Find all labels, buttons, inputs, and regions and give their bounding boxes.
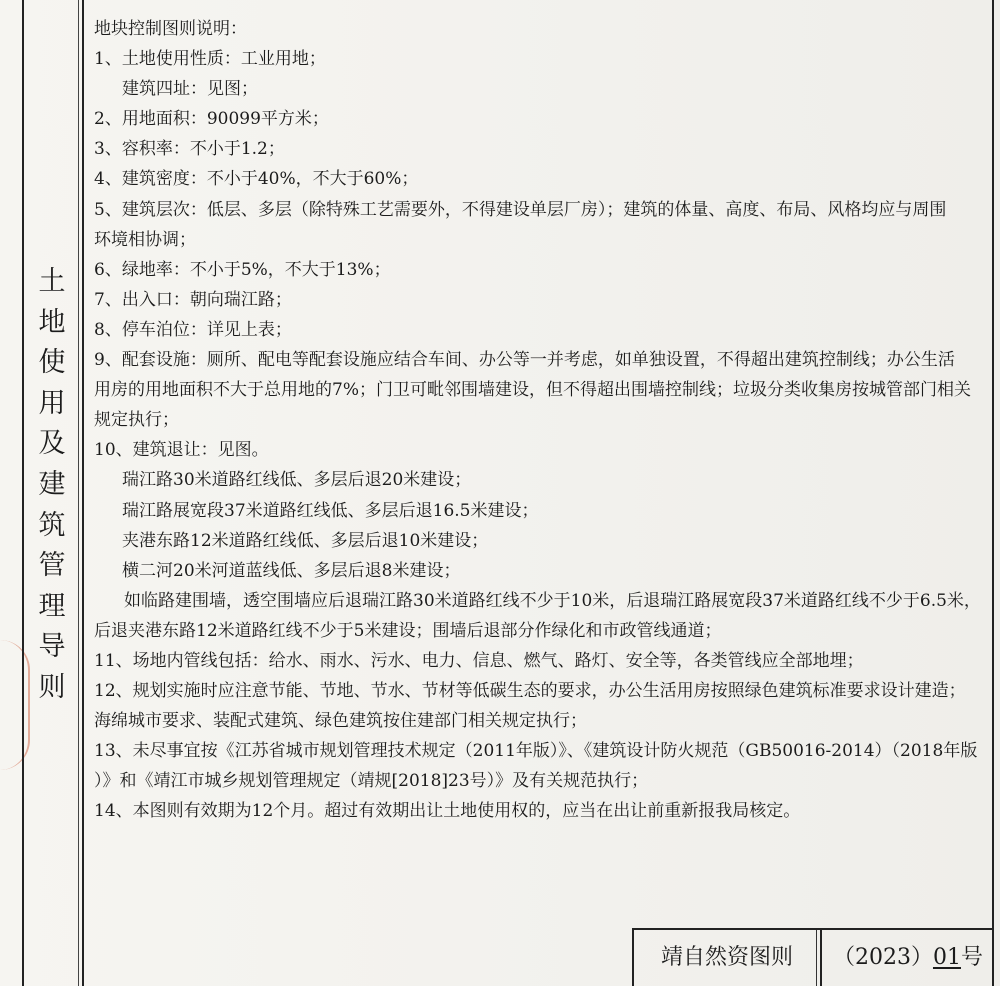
text-line: 瑞江路30米道路红线低、多层后退20米建设； xyxy=(122,470,472,491)
text-line: 用房的用地面积不大于总用地的7%；门卫可毗邻围墙建设，但不得超出围墙控制线；垃圾分类收集房按城管部门相关 xyxy=(94,380,971,401)
side-title: 土地使用及建筑管理导则 xyxy=(38,266,66,703)
text-line: 12、规划实施时应注意节能、节地、节水、节材等低碳生态的要求，办公生活用房按照绿色建筑标准要求设计建造； xyxy=(94,681,966,702)
text-line: 后退夹港东路12米道路红线不少于5米建设；围墙后退部分作绿化和市政管线通道； xyxy=(94,620,722,641)
text-line: 地块控制图则说明： xyxy=(94,19,247,39)
text-line: ）》和《靖江市城乡规划管理规定（靖规[2018]23号）》及有关规范执行； xyxy=(94,771,649,792)
text-line: 海绵城市要求、装配式建筑、绿色建筑按住建部门相关规定执行； xyxy=(94,711,587,732)
text-line: 6、绿地率：不小于5%，不大于13%； xyxy=(94,259,391,280)
number-suffix: 号 xyxy=(960,945,983,970)
text-line: 规定执行； xyxy=(94,410,179,431)
text-line: 瑞江路展宽段37米道路红线低、多层后退16.5米建设； xyxy=(122,500,539,521)
text-line: 9、配套设施：厕所、配电等配套设施应结合车间、办公等一并考虑，如单独设置，不得超出建筑控制线；办公生活 xyxy=(94,350,955,371)
side-column xyxy=(22,0,84,986)
text-line: 7、出入口：朝向瑞江路； xyxy=(94,289,292,310)
text-line: 4、建筑密度：不小于40%，不大于60%； xyxy=(94,169,419,190)
issuer-label: 靖自然资图则 xyxy=(634,930,822,986)
text-line: 13、未尽事宜按《江苏省城市规划管理技术规定（2011年版）》、《建筑设计防火规范（GB50016-2014）（2018年版 xyxy=(94,741,978,762)
number-prefix: （2023） xyxy=(832,945,933,970)
text-line: 10、建筑退让：见图。 xyxy=(94,440,269,461)
text-line: 11、场地内管线包括：给水、雨水、污水、电力、信息、燃气、路灯、安全等，各类管线应全部地埋； xyxy=(94,650,864,671)
text-line: 1、土地使用性质：工业用地； xyxy=(94,49,326,70)
text-line: 如临路建围墙，透空围墙应后退瑞江路30米道路红线不少于10米，后退瑞江路展宽段37米道路红线不少于6.5米， xyxy=(124,590,981,611)
text-line: 14、本图则有效期为12个月。超过有效期出让土地使用权的，应当在出让前重新报我局核定。 xyxy=(94,801,801,822)
text-line: 5、建筑层次：低层、多层（除特殊工艺需要外，不得建设单层厂房）；建筑的体量、高度、布局、风格均应与周围 xyxy=(94,199,947,220)
text-line: 环境相协调； xyxy=(94,229,196,250)
text-line: 8、停车泊位：详见上表； xyxy=(94,319,292,340)
text-line: 2、用地面积：90099平方米； xyxy=(94,109,329,130)
text-line: 建筑四址：见图； xyxy=(122,79,258,100)
text-line: 3、容积率：不小于1.2； xyxy=(94,139,285,160)
document-number-box xyxy=(632,928,994,986)
text-line: 夹港东路12米道路红线低、多层后退10米建设； xyxy=(122,530,489,551)
text-line: 横二河20米河道蓝线低、多层后退8米建设； xyxy=(122,560,461,581)
document-number xyxy=(822,930,994,986)
regulation-text xyxy=(94,14,984,827)
number-value: 01 xyxy=(932,945,961,970)
